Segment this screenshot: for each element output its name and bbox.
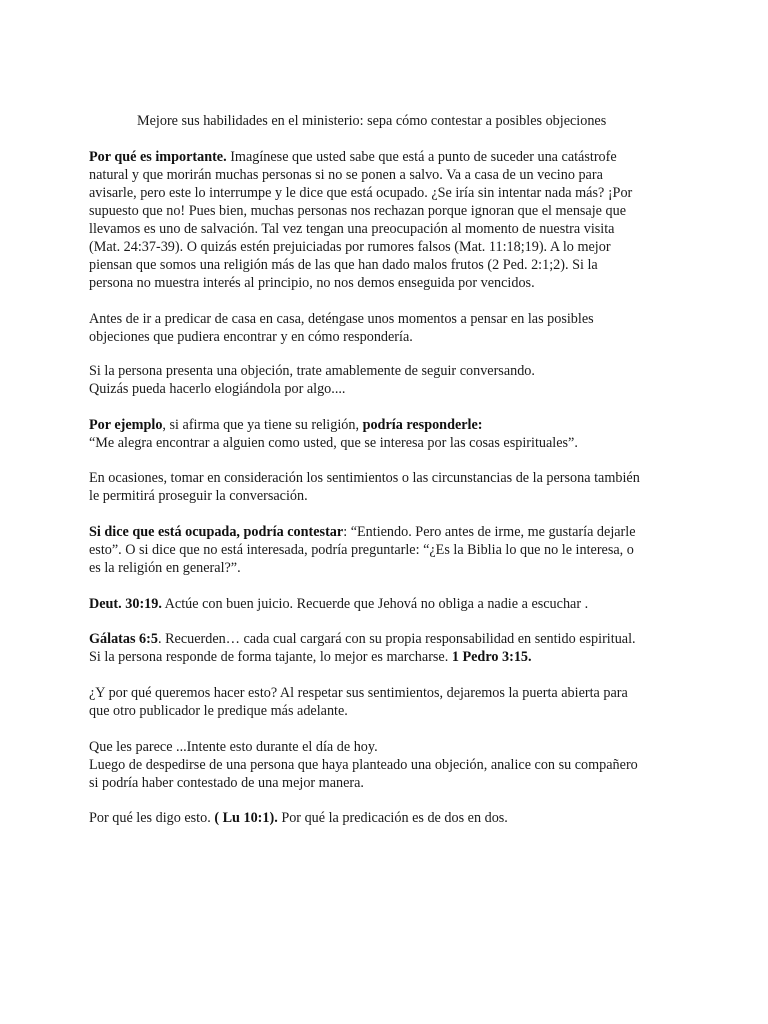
scripture-1-pedro: 1 Pedro 3:15. (451, 649, 532, 665)
para-today-line-2: Luego de despedirse de una persona que haya planteado una objeción, analice con su compañero (89, 757, 638, 773)
para-importance-line-3: avisarle, pero este lo interrumpe y le dice que está ocupado. ¿Se iría sin intentar nada más? ¡Por (89, 185, 633, 201)
para-importance-line-2: natural y que morirán muchas personas si no se ponen a salvo. Va a casa de un vecino para (89, 167, 603, 183)
heading-busy: Si dice que está ocupada, podría contestar (89, 524, 344, 540)
scripture-galatas: Gálatas 6:5 (89, 631, 158, 647)
para-deut-line-1: Deut. 30:19. Actúe con buen juicio. Recuerde que Jehová no obliga a nadie a escuchar . (89, 596, 589, 612)
para-occasions-line-2: le permitirá proseguir la conversación. (89, 488, 308, 504)
para-importance-line-6: (Mat. 24:37-39). O quizás estén prejuiciadas por rumores falsos (Mat. 11:18;19). A lo mejor (89, 239, 611, 255)
scripture-deut: Deut. 30:19. (89, 596, 162, 612)
para-busy-line-2: esto”. O si dice que no está interesada, podría preguntarle: “¿Es la Biblia lo que no le interesa, o (89, 542, 634, 558)
scripture-lucas: ( Lu 10:1). (214, 810, 278, 826)
para-prepare-line-1: Antes de ir a predicar de casa en casa, deténgase unos momentos a pensar en las posibles (89, 311, 594, 327)
para-importance-line-4: supuesto que no! Pues bien, muchas personas nos rechazan porque ignoran que el mensaje que (89, 203, 626, 219)
para-objection-line-1: Si la persona presenta una objeción, trate amablemente de seguir conversando. (89, 363, 535, 379)
para-importance-line-1: Por qué es importante. Imagínese que usted sabe que está a punto de suceder una catástrofe (89, 149, 617, 165)
para-busy-line-3: es la religión en general?”. (89, 560, 241, 576)
para-today-line-1: Que les parece ...Intente esto durante el día de hoy. (89, 739, 378, 755)
para-objection-line-2: Quizás pueda hacerlo elogiándola por algo.... (89, 381, 346, 397)
para-galatas-line-1: Gálatas 6:5. Recuerden… cada cual cargará con su propia responsabilidad en sentido espiritual. (89, 631, 636, 647)
document-title: Mejore sus habilidades en el ministerio: sepa cómo contestar a posibles objeciones (137, 113, 607, 129)
para-example-line-2: “Me alegra encontrar a alguien como usted, que se interesa por las cosas espirituales”. (89, 435, 578, 451)
para-final-line-1: Por qué les digo esto. ( Lu 10:1). Por qué la predicación es de dos en dos. (89, 810, 508, 826)
para-importance-line-8: persona no muestra interés al principio, no nos demos enseguida por vencidos. (89, 275, 535, 291)
para-importance-line-5: llevamos es uno de salvación. Tal vez tengan una preocupación al momento de nuestra visita (89, 221, 615, 237)
para-why-line-1: ¿Y por qué queremos hacer esto? Al respetar sus sentimientos, dejaremos la puerta abierta para (89, 685, 628, 701)
para-prepare-line-2: objeciones que pudiera encontrar y en cómo respondería. (89, 329, 413, 345)
para-galatas-line-2: Si la persona responde de forma tajante, lo mejor es marcharse. 1 Pedro 3:15. (89, 649, 532, 665)
heading-example: Por ejemplo (89, 417, 163, 433)
para-occasions-line-1: En ocasiones, tomar en consideración los sentimientos o las circunstancias de la persona también (89, 470, 640, 486)
para-why-line-2: que otro publicador le predique más adelante. (89, 703, 348, 719)
para-example-line-1: Por ejemplo, si afirma que ya tiene su religión, podría responderle: (89, 417, 483, 433)
heading-importance: Por qué es importante. (89, 149, 227, 165)
para-today-line-3: si podría haber contestado de una mejor manera. (89, 775, 364, 791)
para-importance-line-7: piensan que somos una religión más de las que han dado malos frutos (2 Ped. 2:1;2). Si la (89, 257, 598, 273)
para-busy-line-1: Si dice que está ocupada, podría contestar: “Entiendo. Pero antes de irme, me gustaría dejarle (89, 524, 636, 540)
